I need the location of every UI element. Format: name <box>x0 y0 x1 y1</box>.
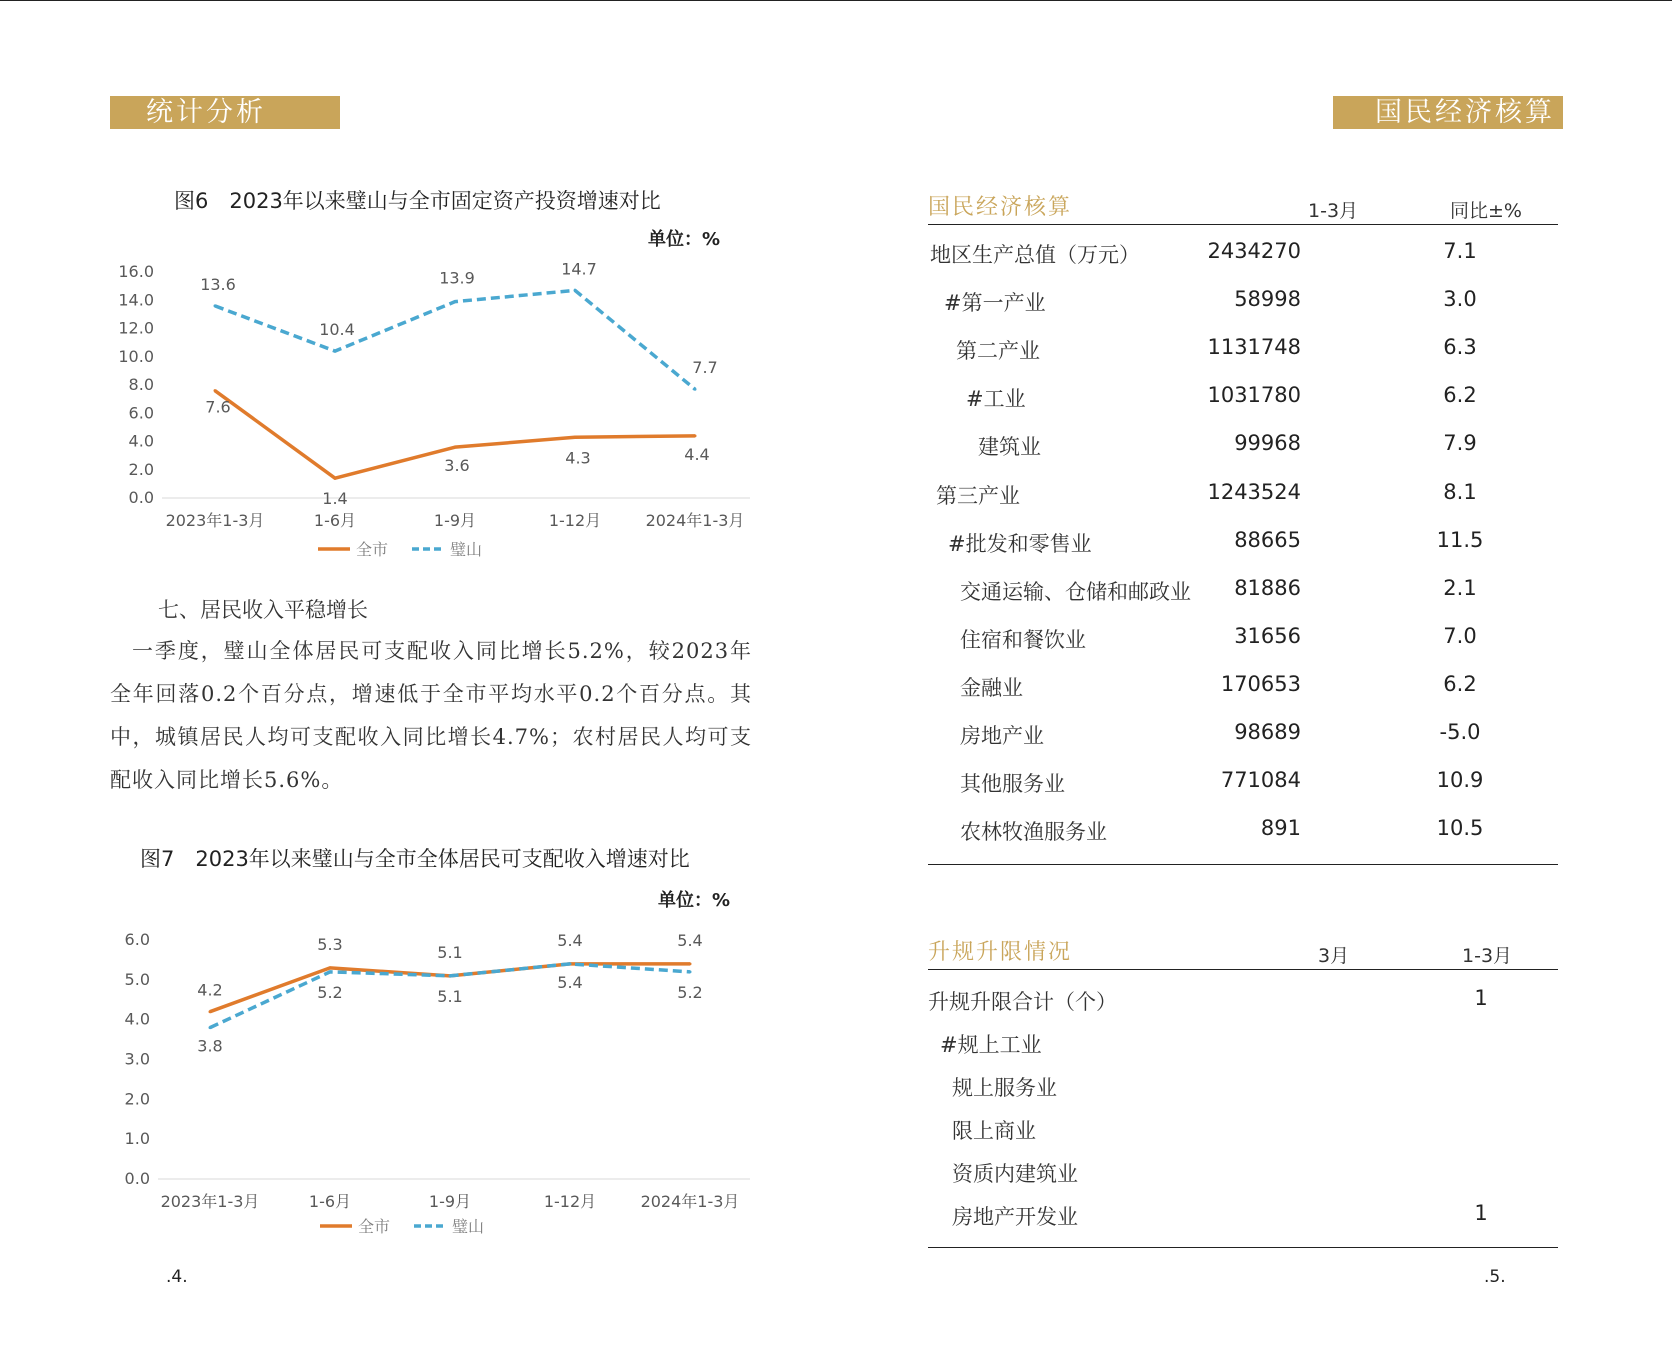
left-banner-text: 统计分析 <box>146 97 266 128</box>
data-point <box>574 289 577 292</box>
data-label: 10.4 <box>319 320 355 340</box>
data-point <box>209 1026 212 1029</box>
legend-label: 璧山 <box>452 1217 485 1236</box>
row-label: #第一产业 <box>944 291 1046 316</box>
y-tick-label: 6.0 <box>124 930 150 949</box>
data-label: 4.2 <box>197 980 223 1000</box>
page-number-right: .5. <box>1484 1267 1506 1287</box>
fig7-title: 图7 2023年以来璧山与全市全体居民可支配收入增速对比 <box>140 847 690 871</box>
row-change: 3.0 <box>1443 287 1477 312</box>
table-row <box>928 431 1558 479</box>
legend-label: 全市 <box>356 540 389 559</box>
table-row <box>928 986 1558 1029</box>
y-tick-label: 2.0 <box>128 459 154 479</box>
row-change: 10.9 <box>1436 768 1484 793</box>
y-tick-label: 0.0 <box>128 488 154 507</box>
row-label: #工业 <box>966 387 1026 412</box>
fig6-unit: 单位：% <box>648 229 721 250</box>
row-change: -5.0 <box>1439 720 1481 744</box>
data-label: 5.2 <box>317 982 343 1002</box>
data-point <box>334 477 337 480</box>
y-tick-label: 0.0 <box>124 1169 150 1188</box>
gdp-accounting-table <box>928 190 1558 845</box>
y-tick-label: 16.0 <box>118 262 154 281</box>
row-value: 99968 <box>1234 431 1301 456</box>
data-point <box>329 970 332 973</box>
table-row <box>928 768 1558 816</box>
row-label: 限上商业 <box>952 1119 1036 1143</box>
row-change: 2.1 <box>1443 575 1477 600</box>
x-tick-label: 2023年1-3月 <box>160 1192 260 1211</box>
data-point <box>574 436 577 439</box>
table-row <box>928 1158 1558 1201</box>
row-change: 6.3 <box>1443 335 1477 360</box>
row-label: 地区生产总值（万元） <box>930 243 1140 267</box>
upgrade-stats-table <box>928 935 1558 1229</box>
data-point <box>209 1010 212 1013</box>
table-row <box>928 528 1558 576</box>
row-value: 1243524 <box>1207 479 1301 504</box>
data-label: 7.6 <box>205 397 231 417</box>
table-row <box>928 239 1558 287</box>
column-header: 同比±% <box>1450 200 1522 222</box>
data-label: 13.6 <box>200 274 236 294</box>
row-change: 7.9 <box>1443 431 1477 456</box>
data-point <box>329 966 332 969</box>
row-label: 建筑业 <box>978 435 1041 460</box>
x-tick-label: 1-12月 <box>548 511 602 530</box>
row-label: 金融业 <box>960 675 1023 700</box>
legend-label: 璧山 <box>450 540 483 559</box>
table-bottom-rule <box>928 1247 1558 1248</box>
column-header: 3月 <box>1318 945 1350 967</box>
top-border-line <box>0 0 1672 1</box>
row-label: 第三产业 <box>936 483 1020 508</box>
table-row <box>928 624 1558 672</box>
row-label: 第二产业 <box>956 339 1040 364</box>
row-label: 房地产开发业 <box>952 1205 1078 1229</box>
row-change: 7.1 <box>1443 239 1477 263</box>
row-label: 交通运输、仓储和邮政业 <box>960 579 1191 604</box>
table-title: 国民经济核算 <box>928 195 1073 220</box>
row-label: #规上工业 <box>940 1033 1042 1057</box>
row-value: 170653 <box>1220 671 1301 696</box>
data-label: 3.6 <box>444 456 470 476</box>
fig6-title: 图6 2023年以来璧山与全市固定资产投资增速对比 <box>174 189 661 213</box>
row-change: 8.1 <box>1443 479 1477 504</box>
x-tick-label: 2023年1-3月 <box>165 511 265 530</box>
row-change: 10.5 <box>1436 816 1484 841</box>
row-label: 住宿和餐饮业 <box>960 627 1086 652</box>
data-label: 5.3 <box>317 934 343 954</box>
table-row <box>928 1115 1558 1158</box>
data-label: 13.9 <box>439 268 475 288</box>
x-tick-label: 2024年1-3月 <box>645 511 745 530</box>
row-value: 88665 <box>1234 527 1301 552</box>
row-change: 1 <box>1474 1201 1488 1225</box>
data-point <box>214 304 217 307</box>
data-label: 7.7 <box>692 358 718 378</box>
data-label: 5.4 <box>677 930 703 950</box>
x-tick-label: 1-9月 <box>433 511 477 530</box>
row-value: 1031780 <box>1207 383 1301 408</box>
y-tick-label: 8.0 <box>128 375 154 394</box>
data-label: 1.4 <box>322 489 348 509</box>
table-row <box>928 1029 1558 1072</box>
data-label: 5.1 <box>437 986 463 1006</box>
data-point <box>694 388 697 391</box>
row-label: 资质内建筑业 <box>952 1162 1078 1186</box>
row-value: 2434270 <box>1207 239 1301 263</box>
row-change: 7.0 <box>1443 623 1477 648</box>
table-header <box>928 935 1558 970</box>
data-label: 4.4 <box>684 444 710 464</box>
legend-label: 全市 <box>358 1217 391 1236</box>
data-label: 14.7 <box>561 259 597 279</box>
right-section-banner <box>1333 96 1563 129</box>
table-header <box>928 190 1558 225</box>
data-point <box>454 300 457 303</box>
row-change: 11.5 <box>1436 527 1484 552</box>
data-point <box>214 389 217 392</box>
left-section-banner <box>110 96 340 129</box>
data-label: 3.8 <box>197 1036 223 1056</box>
table-row <box>928 335 1558 383</box>
x-tick-label: 1-6月 <box>313 511 357 530</box>
series-line-bishan <box>215 290 695 389</box>
row-value: 31656 <box>1234 623 1301 648</box>
row-change: 1 <box>1474 986 1488 1010</box>
fig7-unit: 单位：% <box>658 890 731 911</box>
column-header: 1-3月 <box>1308 200 1359 222</box>
y-tick-label: 12.0 <box>118 318 154 338</box>
row-label: 农林牧渔服务业 <box>960 820 1107 845</box>
data-label: 5.1 <box>437 942 463 962</box>
y-tick-label: 10.0 <box>118 346 154 366</box>
row-label: 房地产业 <box>960 724 1044 748</box>
row-value: 98689 <box>1234 720 1301 744</box>
data-point <box>689 962 692 965</box>
y-tick-label: 2.0 <box>124 1089 150 1109</box>
right-banner-text: 国民经济核算 <box>1375 97 1555 128</box>
table-row <box>928 480 1558 528</box>
table-row <box>928 1201 1558 1244</box>
y-tick-label: 3.0 <box>124 1049 150 1069</box>
table-row <box>928 1072 1558 1115</box>
column-header: 1-3月 <box>1462 945 1513 967</box>
row-value: 771084 <box>1220 768 1301 793</box>
y-tick-label: 6.0 <box>128 403 154 423</box>
row-change: 6.2 <box>1443 383 1477 408</box>
section-paragraph: 一季度，璧山全体居民可支配收入同比增长5.2%，较2023年全年回落0.2个百分点，增速低于全市平均水平0.2个百分点。其中，城镇居民人均可支配收入同比增长4.7%；农村居民人均可支配收入同比增长5.6%。 <box>110 639 752 792</box>
table-bottom-rule <box>928 864 1558 865</box>
data-label: 4.3 <box>565 448 591 468</box>
y-tick-label: 4.0 <box>124 1009 150 1029</box>
table-row <box>928 576 1558 624</box>
x-tick-label: 1-6月 <box>308 1192 352 1211</box>
y-tick-label: 1.0 <box>124 1129 150 1149</box>
data-label: 5.2 <box>677 982 703 1002</box>
row-label: 其他服务业 <box>960 772 1065 797</box>
y-tick-label: 14.0 <box>118 290 154 310</box>
table-title: 升规升限情况 <box>928 940 1073 965</box>
data-point <box>454 446 457 449</box>
row-label: 升规升限合计（个） <box>928 990 1117 1014</box>
row-value: 891 <box>1260 816 1301 841</box>
y-tick-label: 4.0 <box>128 431 154 451</box>
data-label: 5.4 <box>557 972 583 992</box>
fig6-line-chart <box>110 255 760 570</box>
table-row <box>928 287 1558 335</box>
table-row <box>928 816 1558 864</box>
table-row <box>928 383 1558 431</box>
table-row <box>928 672 1558 720</box>
row-change: 6.2 <box>1443 671 1477 696</box>
data-label: 5.4 <box>557 930 583 950</box>
row-value: 58998 <box>1234 287 1301 312</box>
x-tick-label: 1-12月 <box>543 1192 597 1211</box>
data-point <box>569 962 572 965</box>
y-tick-label: 5.0 <box>124 969 150 989</box>
row-value: 81886 <box>1234 575 1301 600</box>
table-row <box>928 720 1558 768</box>
row-label: 规上服务业 <box>952 1076 1057 1100</box>
row-value: 1131748 <box>1207 335 1301 360</box>
data-point <box>694 434 697 437</box>
section-heading: 七、居民收入平稳增长 <box>158 598 368 622</box>
data-point <box>334 350 337 353</box>
row-label: #批发和零售业 <box>948 531 1092 556</box>
fig7-line-chart <box>110 925 760 1245</box>
x-tick-label: 2024年1-3月 <box>640 1192 740 1211</box>
x-tick-label: 1-9月 <box>428 1192 472 1211</box>
page-number-left: .4. <box>166 1267 188 1287</box>
data-point <box>449 974 452 977</box>
data-point <box>689 970 692 973</box>
